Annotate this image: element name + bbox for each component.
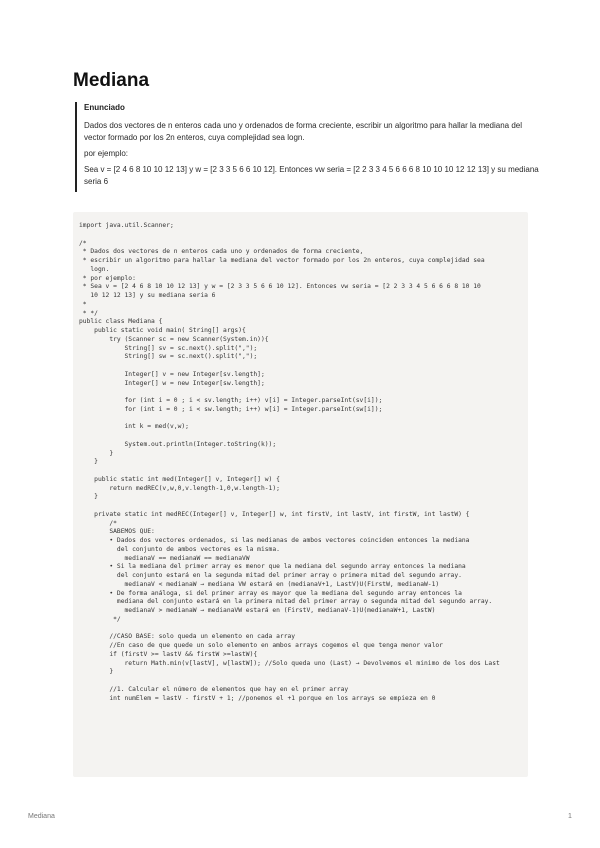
code-line: } bbox=[79, 449, 114, 457]
code-line: * */ bbox=[79, 309, 98, 317]
code-line: Integer[] w = new Integer[sw.length]; bbox=[79, 379, 265, 387]
code-listing bbox=[73, 212, 528, 703]
statement-block bbox=[75, 102, 546, 192]
code-block bbox=[73, 212, 528, 777]
code-line: int numElem = lastV - firstV + 1; //ponemos el +1 porque en los arrays se empieza en 0 bbox=[79, 694, 436, 702]
code-line: • Si la mediana del primer array es menor que la mediana del segundo array entonces la mediana bbox=[79, 563, 466, 571]
code-line: * bbox=[79, 300, 87, 308]
code-line: //En caso de que quede un solo elemento en ambos arrays cogemos el que tenga menor valor bbox=[79, 642, 443, 649]
code-line: */ bbox=[79, 615, 121, 623]
code-line: • De forma análoga, si del primer array es mayor que la mediana del segundo array entonces la bbox=[79, 589, 462, 597]
footer-page-number: 1 bbox=[568, 813, 572, 820]
code-line: } bbox=[79, 493, 98, 501]
code-line: String[] sv = sc.next().split(","); bbox=[79, 344, 258, 352]
code-line: //1. Calcular el número de elementos que hay en el primer array bbox=[79, 685, 349, 693]
code-line: del conjunto estará en la segunda mitad del primer array o primera mitad del segundo array. bbox=[79, 572, 462, 579]
code-line: for (int i = 0 ; i < sw.length; i++) w[i] = Integer.parseInt(sw[i]); bbox=[79, 405, 383, 413]
code-line: private static int medREC(Integer[] v, Integer[] w, int firstV, int lastV, int firstW, int lastW) { bbox=[79, 510, 470, 518]
code-line: public static void main( String[] args){ bbox=[79, 327, 246, 334]
code-line: Integer[] v = new Integer[sv.length]; bbox=[79, 370, 265, 378]
code-line: * Sea v = [2 4 6 8 10 10 12 13] y w = [2 3 3 5 6 6 10 12]. Entonces vw seria = [2 2 3 3 4 5 6 6 6 8 10 10 bbox=[79, 283, 481, 291]
code-line: import java.util.Scanner; bbox=[79, 222, 174, 229]
code-line: } bbox=[79, 668, 114, 676]
code-line: return Math.min(v[lastV], w[lastW]); //Solo queda uno (Last) → Devolvemos el minimo de los dos Last bbox=[79, 659, 500, 667]
code-line: * escribir un algoritmo para hallar la mediana del vector formado por los 2n enteros, cuya complejidad sea bbox=[79, 257, 485, 264]
code-line: medianaV == medianaW == medianaVW bbox=[79, 554, 250, 562]
code-line: /* bbox=[79, 239, 87, 247]
page-title: Mediana bbox=[73, 70, 150, 91]
code-line: if (firstV >= lastV && firstW >=lastW){ bbox=[79, 650, 258, 658]
statement-paragraph: Sea v = [2 4 6 8 10 10 12 13] y w = [2 3 3 5 6 6 10 12]. Entonces vw seria = [2 2 3 3 4 5 6 6 6 8 10 10 10 12 12 13] y su mediana seria 6 bbox=[84, 165, 539, 186]
code-line: int k = med(v,w); bbox=[79, 423, 189, 431]
code-line: public static int med(Integer[] v, Integer[] w) { bbox=[79, 475, 280, 483]
code-line: • Dados dos vectores ordenados, si las medianas de ambos vectores coinciden entonces la mediana bbox=[79, 537, 470, 544]
code-line: SABEMOS QUE: bbox=[79, 528, 155, 536]
code-line: } bbox=[79, 458, 98, 466]
code-line: try (Scanner sc = new Scanner(System.in)){ bbox=[79, 335, 269, 343]
code-line: medianaV > medianaW → medianaVW estará en (FirstV, medianaV-1)U(medianaW+1, LastW) bbox=[79, 607, 436, 614]
statement-paragraph: Dados dos vectores de n enteros cada uno y ordenados de forma creciente, escribir un algoritmo para hallar la mediana del vector formado por los 2n enteros, cuya complejidad sea logn. bbox=[84, 121, 523, 142]
code-line: //CASO BASE: solo queda un elemento en cada array bbox=[79, 633, 296, 641]
footer-document-name: Mediana bbox=[28, 813, 55, 820]
code-line: mediana del conjunto estará en la primera mitad del primer array o segunda mitad del segundo array. bbox=[79, 598, 493, 606]
code-line: 10 12 12 13] y su mediana seria 6 bbox=[79, 292, 216, 299]
code-line: * Dados dos vectores de n enteros cada uno y ordenados de forma creciente, bbox=[79, 248, 364, 256]
code-line: System.out.println(Integer.toString(k)); bbox=[79, 440, 277, 448]
code-line: return medREC(v,w,0,v.length-1,0,w.length-1); bbox=[79, 484, 280, 492]
statement-heading: Enunciado bbox=[84, 103, 125, 112]
code-line: medianaV < medianaW → mediana VW estará en (medianaV+1, LastV)U(FirstW, medianaW-1) bbox=[79, 580, 440, 588]
code-line: * por ejemplo: bbox=[79, 274, 136, 282]
code-line: logn. bbox=[79, 265, 110, 273]
code-line: for (int i = 0 ; i < sv.length; i++) v[i] = Integer.parseInt(sv[i]); bbox=[79, 397, 383, 404]
code-line: del conjunto de ambos vectores es la misma. bbox=[79, 545, 280, 553]
statement-paragraph: por ejemplo: bbox=[84, 149, 129, 158]
code-line: /* bbox=[79, 519, 117, 527]
code-line: public class Mediana { bbox=[79, 318, 163, 326]
code-line: String[] sw = sc.next().split(","); bbox=[79, 353, 258, 361]
